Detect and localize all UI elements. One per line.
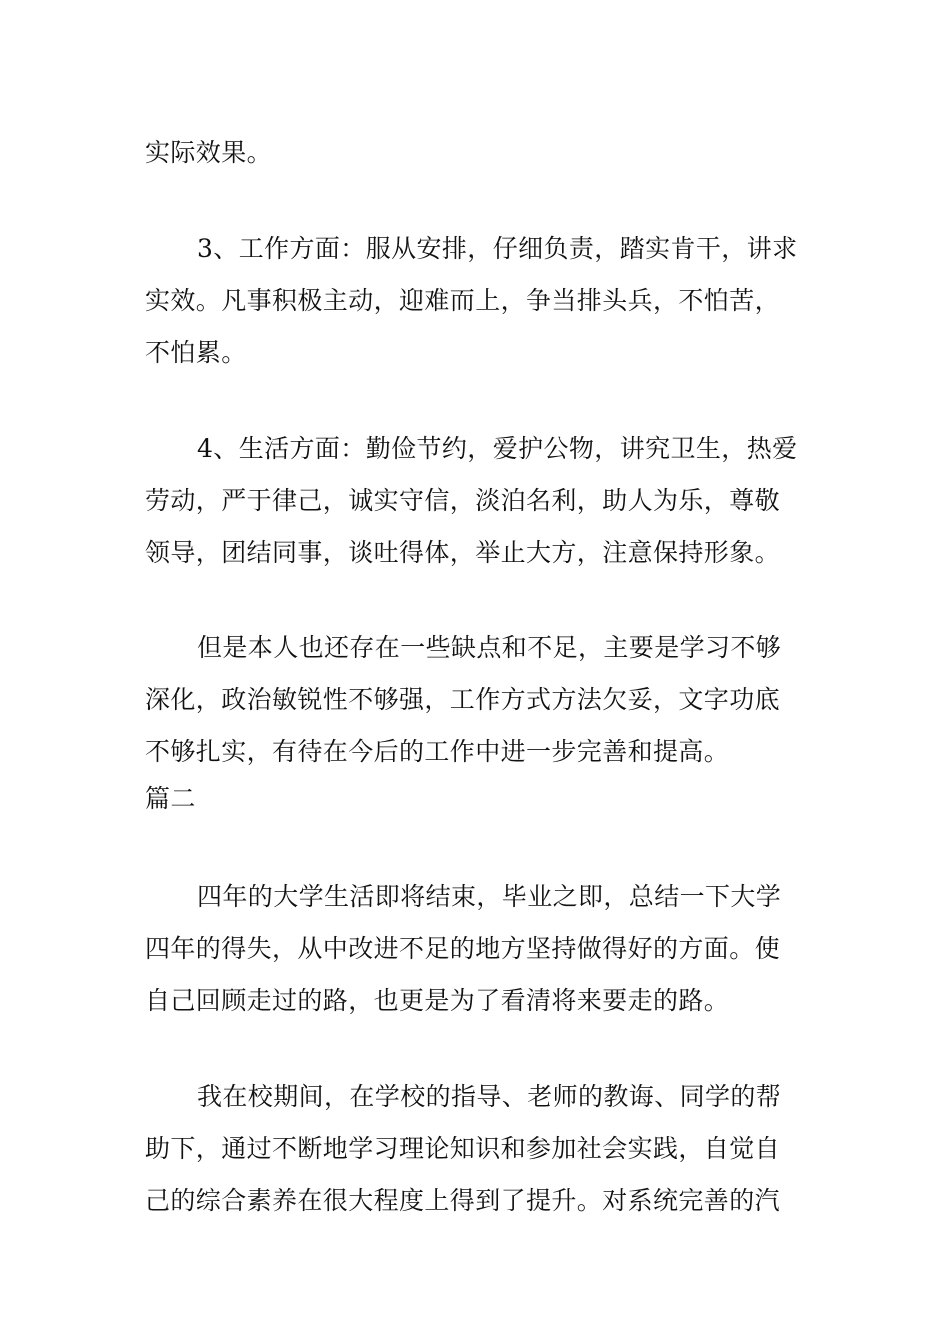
text-line: 深化，政治敏锐性不够强，工作方式方法欠妥，文字功底 (145, 685, 781, 714)
section-heading: 篇二 (145, 784, 196, 813)
text-line: 实际效果。 (145, 138, 273, 167)
text-line: 领导，团结同事，谈吐得体，举止大方，注意保持形象。 (145, 538, 781, 567)
text-line: 4、生活方面：勤俭节约，爱护公物，讲究卫生，热爱 (197, 434, 798, 463)
text-line: 实效。凡事积极主动，迎难而上，争当排头兵，不怕苦， (145, 286, 781, 315)
text-line: 助下，通过不断地学习理论知识和参加社会实践，自觉自 (145, 1134, 781, 1163)
text-line: 但是本人也还存在一些缺点和不足，主要是学习不够 (197, 633, 782, 662)
text-line: 劳动，严于律己，诚实守信，淡泊名利，助人为乐，尊敬 (145, 486, 781, 515)
text-line: 不够扎实，有待在今后的工作中进一步完善和提高。 (145, 737, 730, 766)
text-line: 四年的大学生活即将结束，毕业之即，总结一下大学 (197, 882, 782, 911)
text-line: 己的综合素养在很大程度上得到了提升。对系统完善的汽 (145, 1186, 781, 1215)
text-line: 3、工作方面：服从安排，仔细负责，踏实肯干，讲求 (197, 234, 798, 263)
text-line: 自己回顾走过的路，也更是为了看清将来要走的路。 (145, 986, 730, 1015)
text-line: 我在校期间，在学校的指导、老师的教诲、同学的帮 (197, 1082, 782, 1111)
text-line: 四年的得失，从中改进不足的地方坚持做得好的方面。使 (145, 934, 781, 963)
text-line: 不怕累。 (145, 338, 247, 367)
